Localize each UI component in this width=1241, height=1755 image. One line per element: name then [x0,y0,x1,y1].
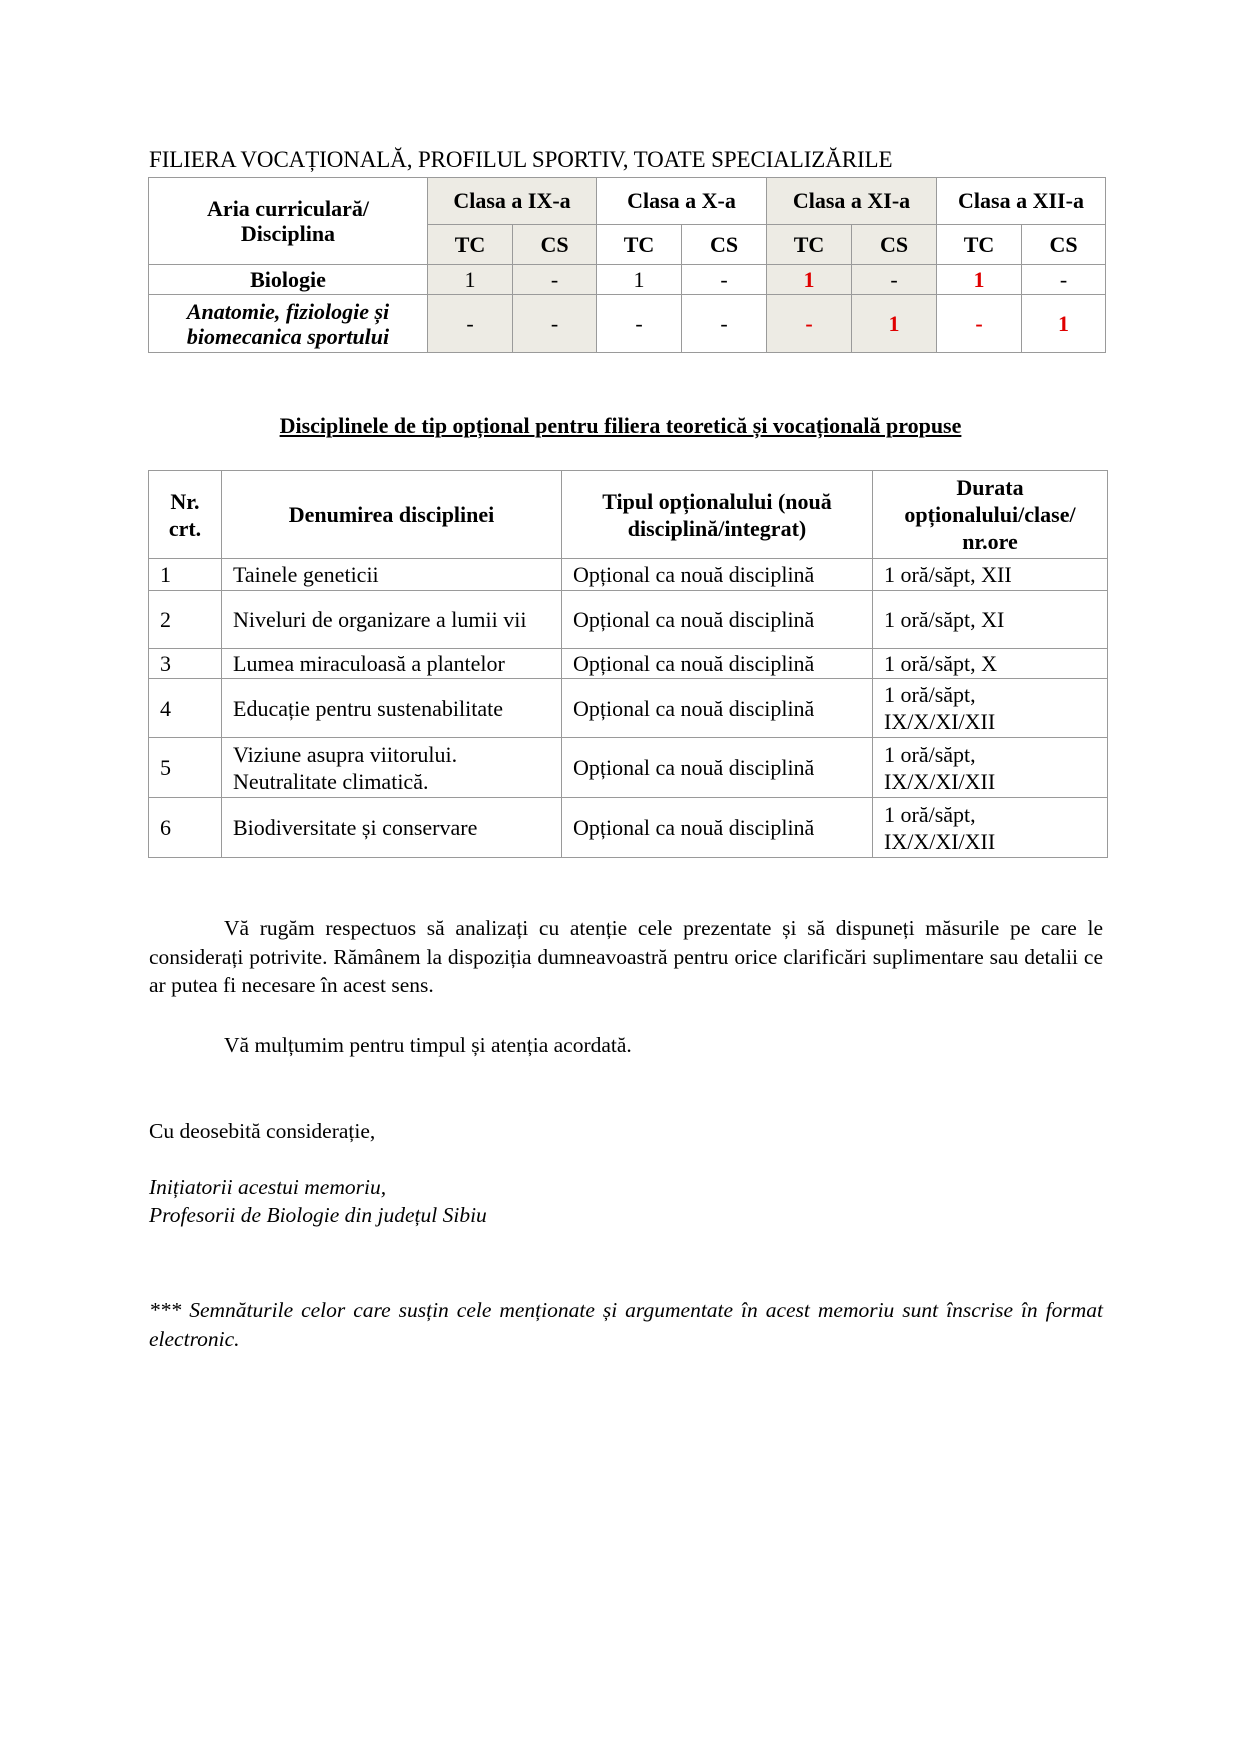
header-type: Tipul opționalului (nouă disciplină/integrat) [562,471,873,559]
subheader-tc: TC [937,225,1022,265]
discipline-name: Biologie [149,265,428,295]
optional-type: Opțional ca nouă disciplină [562,679,873,738]
optional-type: Opțional ca nouă disciplină [562,591,873,649]
discipline-name: Lumea miraculoasă a plantelor [222,649,562,679]
optional-type: Opțional ca nouă disciplină [562,798,873,858]
hours-cell: 1 [597,265,682,295]
hours-cell: - [513,265,597,295]
header-duration: Durata opționalului/clase/ nr.ore [873,471,1108,559]
class-header-xii: Clasa a XII-a [937,178,1106,225]
duration: 1 oră/săpt, XI [873,591,1108,649]
subheader-cs: CS [852,225,937,265]
discipline-name: Niveluri de organizare a lumii vii [222,591,562,649]
hours-cell: 1 [428,265,513,295]
optional-disciplines-table [148,470,1108,858]
table-row [149,559,1108,591]
table-row [149,265,1106,295]
discipline-name [149,295,428,353]
hours-cell-highlighted: - [767,295,852,353]
hours-cell: - [1022,265,1106,295]
discipline-name-line2: biomecanica sportului [186,323,390,349]
hours-cell-highlighted: - [937,295,1022,353]
subheader-cs: CS [1022,225,1106,265]
row-number: 5 [149,738,222,798]
hours-cell: - [428,295,513,353]
subheader-cs: CS [513,225,597,265]
row-number: 1 [149,559,222,591]
class-header-x: Clasa a X-a [597,178,767,225]
salutation: Cu deosebită considerație, [149,1119,376,1143]
hours-cell-highlighted: 1 [767,265,852,295]
discipline-name: Educație pentru sustenabilitate [222,679,562,738]
closing-paragraph-thanks: Vă mulțumim pentru timpul și atenția acordată. [224,1033,632,1057]
hours-cell: - [513,295,597,353]
row-number: 6 [149,798,222,858]
discipline-name-line1: Anatomie, fiziologie și [186,298,390,324]
corner-header: Aria curriculară/ Disciplina [149,178,428,265]
hours-cell-highlighted: 1 [852,295,937,353]
optional-disciplines-title: Disciplinele de tip opțional pentru filiera teoretică și vocațională propuse [279,413,962,438]
header-nr: Nr. crt. [149,471,222,559]
discipline-name: Biodiversitate și conservare [222,798,562,858]
signatures-footnote: *** Semnăturile celor care susțin cele menționate și argumentate în acest memoriu sunt înscrise în format electronic. [149,1298,1103,1351]
table-row [149,738,1108,798]
table-row [149,295,1106,353]
row-number: 3 [149,649,222,679]
hours-cell: - [852,265,937,295]
discipline-name: Tainele geneticii [222,559,562,591]
row-number: 4 [149,679,222,738]
subheader-tc: TC [428,225,513,265]
duration: 1 oră/săpt, XII [873,559,1108,591]
hours-cell: - [682,265,767,295]
table-row [149,649,1108,679]
subheader-tc: TC [767,225,852,265]
duration: 1 oră/săpt, IX/X/XI/XII [873,798,1108,858]
subheader-cs: CS [682,225,767,265]
duration: 1 oră/săpt, IX/X/XI/XII [873,679,1108,738]
duration: 1 oră/săpt, X [873,649,1108,679]
signature-line-1: Inițiatorii acestui memoriu, [149,1175,387,1199]
section-title: FILIERA VOCAȚIONALĂ, PROFILUL SPORTIV, TOATE SPECIALIZĂRILE [149,147,893,172]
duration: 1 oră/săpt, IX/X/XI/XII [873,738,1108,798]
class-header-xi: Clasa a XI-a [767,178,937,225]
hours-cell: - [597,295,682,353]
table-row [149,798,1108,858]
optional-type: Opțional ca nouă disciplină [562,738,873,798]
curriculum-hours-table [148,177,1106,353]
discipline-name: Viziune asupra viitorului. Neutralitate climatică. [222,738,562,798]
signature-line-2: Profesorii de Biologie din județul Sibiu [149,1203,487,1227]
optional-type: Opțional ca nouă disciplină [562,559,873,591]
class-header-ix: Clasa a IX-a [428,178,597,225]
table-row [149,591,1108,649]
hours-cell-highlighted: 1 [1022,295,1106,353]
header-name: Denumirea disciplinei [222,471,562,559]
subheader-tc: TC [597,225,682,265]
closing-paragraph-request: Vă rugăm respectuos să analizați cu atenție cele prezentate și să dispuneți măsurile pe care le considerați potrivite. Rămânem la dispoziția dumneavoastră pentru orice clarificări suplimentare sau detalii ce ar putea fi necesare în acest sens. [149,916,1103,997]
table-row [149,679,1108,738]
hours-cell: - [682,295,767,353]
row-number: 2 [149,591,222,649]
optional-type: Opțional ca nouă disciplină [562,649,873,679]
hours-cell-highlighted: 1 [937,265,1022,295]
